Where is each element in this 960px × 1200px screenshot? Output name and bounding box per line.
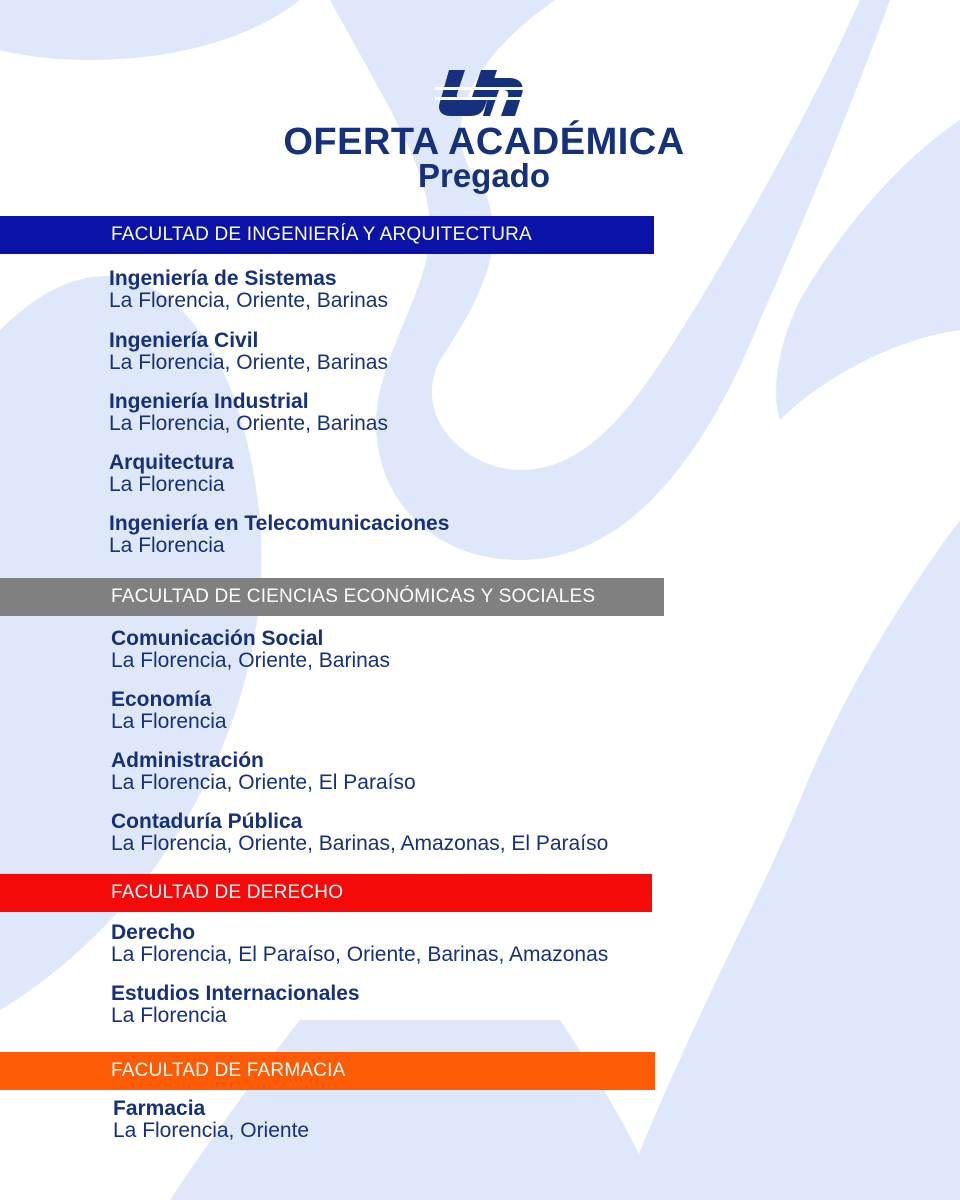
program-item — [111, 628, 390, 672]
faculty-header-ingenieria: FACULTAD DE INGENIERÍA Y ARQUITECTURA — [0, 216, 654, 254]
faculty-header-ciencias-economicas: FACULTAD DE CIENCIAS ECONÓMICAS Y SOCIALES — [0, 578, 664, 616]
program-campus: La Florencia, Oriente, Barinas — [109, 412, 388, 435]
program-campus: La Florencia, Oriente, Barinas — [109, 351, 388, 374]
program-name: Derecho — [111, 921, 196, 944]
faculty-header-farmacia: FACULTAD DE FARMACIA — [0, 1052, 655, 1090]
program-name: Administración — [111, 749, 264, 772]
program-name: Arquitectura — [109, 451, 234, 474]
program-campus: La Florencia — [111, 710, 227, 733]
program-campus: La Florencia, El Paraíso, Oriente, Barinas, Amazonas — [111, 943, 609, 966]
program-item — [109, 391, 388, 435]
program-item — [109, 513, 449, 557]
program-item — [111, 811, 608, 855]
program-campus: La Florencia, Oriente, Barinas — [109, 289, 388, 312]
program-campus: La Florencia — [109, 534, 225, 557]
program-campus: La Florencia, Oriente, Barinas — [111, 649, 390, 672]
program-name: Estudios Internacionales — [111, 982, 360, 1005]
page-title: OFERTA ACADÉMICA — [283, 121, 685, 163]
program-name: Ingeniería Industrial — [109, 390, 309, 413]
program-campus: La Florencia — [109, 473, 225, 496]
program-campus: La Florencia, Oriente, El Paraíso — [111, 771, 416, 794]
program-name: Comunicación Social — [111, 627, 324, 650]
faculty-header-derecho: FACULTAD DE DERECHO — [0, 874, 652, 912]
program-item — [111, 750, 416, 794]
program-name: Farmacia — [113, 1097, 206, 1120]
program-item — [109, 330, 388, 374]
program-campus: La Florencia — [111, 1004, 227, 1027]
program-campus: La Florencia, Oriente — [113, 1119, 310, 1142]
program-item — [109, 268, 388, 312]
program-name: Contaduría Pública — [111, 810, 303, 833]
program-item — [113, 1098, 309, 1142]
program-campus: La Florencia, Oriente, Barinas, Amazonas, El Paraíso — [111, 832, 609, 855]
program-name: Ingeniería de Sistemas — [109, 267, 337, 290]
program-name: Ingeniería en Telecomunicaciones — [109, 512, 450, 535]
program-item — [109, 452, 234, 496]
university-logo-icon — [435, 70, 525, 116]
page-subtitle: Pregado — [417, 157, 551, 194]
program-item — [111, 922, 608, 966]
program-item — [111, 983, 360, 1027]
program-item — [111, 689, 227, 733]
program-name: Economía — [111, 688, 212, 711]
program-name: Ingeniería Civil — [109, 329, 259, 352]
